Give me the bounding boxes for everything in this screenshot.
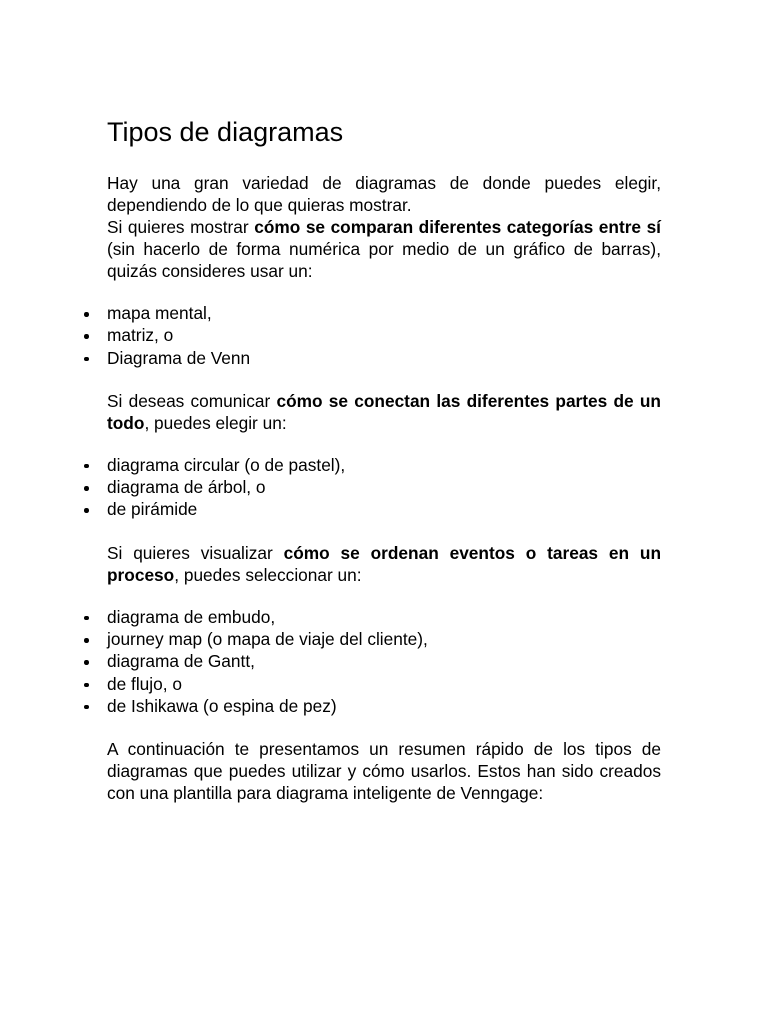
list-item-text: Diagrama de Venn [107,347,251,368]
order-text-before: Si quieres visualizar [107,542,284,563]
connect-text-bold: cómo se conectan las diferentes partes de un todo [107,390,661,433]
list-item [107,628,661,650]
list-item-text: diagrama de árbol, o [107,477,266,498]
connect-list [107,454,661,521]
list-item [107,695,661,717]
bullet-icon [84,508,89,513]
list-item-text: matriz, o [107,325,174,346]
list-item [107,606,661,628]
list-item [107,324,661,346]
bullet-icon [84,705,89,710]
order-paragraph [107,542,661,586]
list-item-text: diagrama circular (o de pastel), [107,454,346,475]
list-item-text: diagrama de embudo, [107,606,276,627]
list-item-text: de pirámide [107,499,198,520]
bullet-icon [84,638,89,643]
compare-list [107,302,661,369]
list-item [107,673,661,695]
list-item-text: de flujo, o [107,673,182,694]
connect-paragraph [107,390,661,434]
connect-text-after: , puedes elegir un: [144,412,287,433]
list-item [107,302,661,324]
bullet-icon [84,334,89,339]
list-item [107,454,661,476]
compare-text-bold: cómo se comparan diferentes categorías entre sí [254,217,661,237]
page-title: Tipos de diagramas [107,117,344,147]
intro-paragraph: Hay una gran variedad de diagramas de donde puedes elegir, dependiendo de lo que quieras mostrar. [107,173,661,215]
bullet-icon [84,660,89,665]
list-item [107,498,661,520]
bullet-icon [84,683,89,688]
order-list [107,606,661,717]
order-text-after: , puedes seleccionar un: [174,564,362,585]
bullet-icon [84,616,89,621]
compare-paragraph [107,216,661,282]
closing-paragraph: A continuación te presentamos un resumen rápido de los tipos de diagramas que puedes utilizar y cómo usarlos. Estos han sido creados con una plantilla para diagrama inteligente de Venngage: [107,739,661,804]
list-item [107,476,661,498]
connect-text-before: Si deseas comunicar [107,390,277,411]
list-item-text: journey map (o mapa de viaje del cliente), [107,629,428,650]
bullet-icon [84,464,89,469]
document-page [107,114,661,804]
bullet-icon [84,486,89,491]
list-item [107,347,661,369]
order-text-bold: cómo se ordenan eventos o tareas en un proceso [107,542,661,585]
compare-text-before: Si quieres mostrar [107,217,255,237]
bullet-icon [84,312,89,317]
list-item-text: mapa mental, [107,303,212,323]
list-item-text: diagrama de Gantt, [107,651,255,672]
list-item [107,650,661,672]
compare-text-after: (sin hacerlo de forma numérica por medio de un gráfico de barras), quizás consideres usar un: [107,239,661,281]
list-item-text: de Ishikawa (o espina de pez) [107,695,337,716]
bullet-icon [84,357,89,362]
